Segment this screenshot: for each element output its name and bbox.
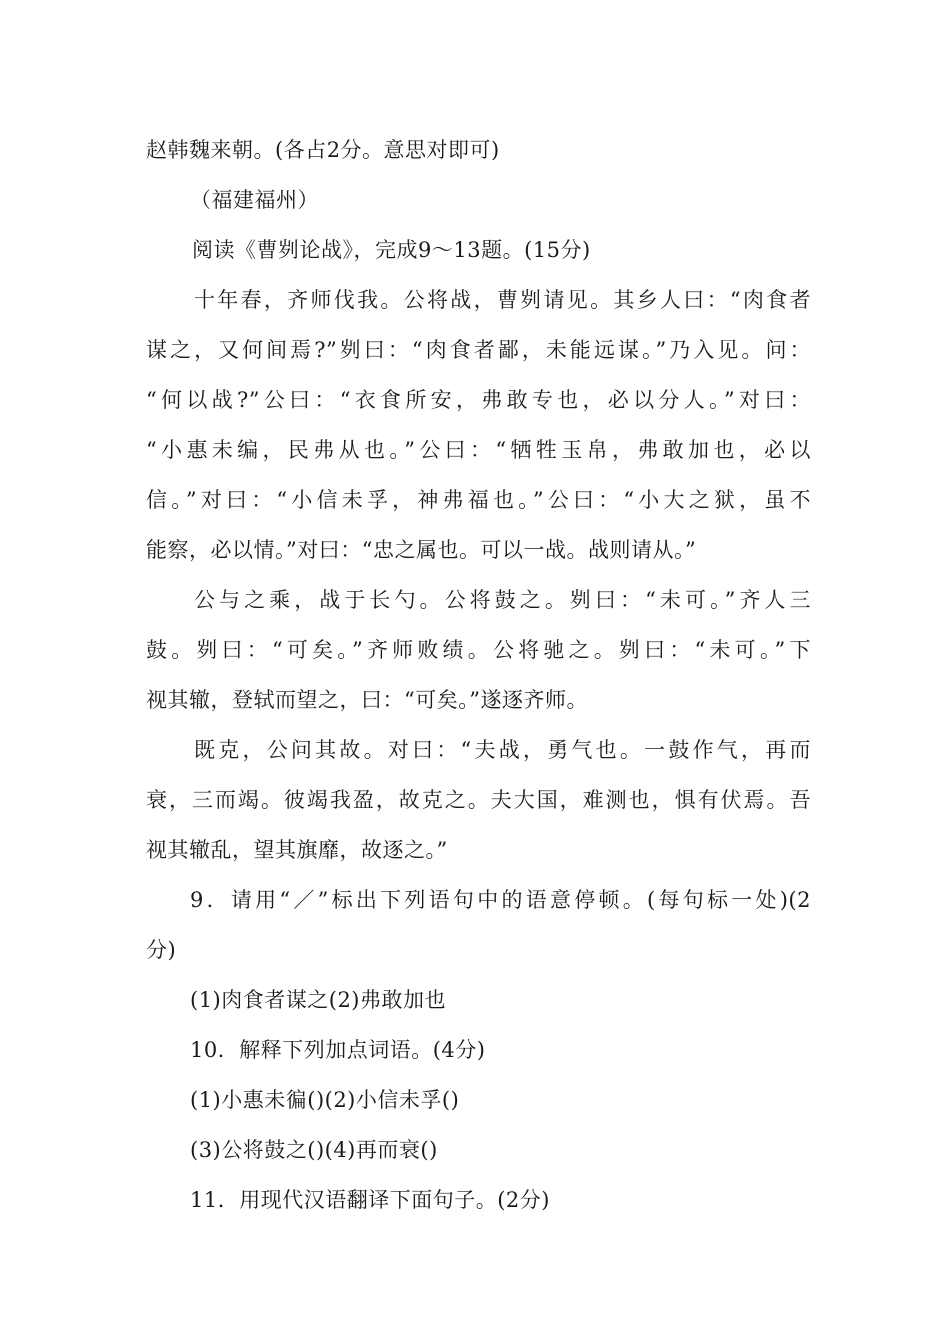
text-line-passage-1: 十年春，齐师伐我。公将战，曹刿请见。其乡人曰：“肉食者 [194,288,811,312]
text-line-question-9: 9．请用“／”标出下列语句中的语意停顿。(每句标一处)(2 [190,888,811,912]
text-line-passage-3: “何以战?”公曰：“衣食所安，弗敢专也，必以分人。”对曰： [146,388,811,412]
text-line-passage-4: “小惠未编，民弗从也。”公曰：“牺牲玉帛，弗敢加也，必以 [146,438,811,462]
text-line-source-label: （福建福州） [190,188,319,212]
text-line-passage-2: 谋之，又何间焉?”刿曰：“肉食者鄙，未能远谋。”乃入见。问： [146,338,811,362]
text-line-passage-12: 视其辙乱，望其旗靡，故逐之。” [146,838,448,862]
text-line-question-9-cont: 分) [146,938,177,962]
text-line-passage-5: 信。”对曰：“小信未孚，神弗福也。”公曰：“小大之狱，虽不 [146,488,811,512]
text-line-question-10: 10．解释下列加点词语。(4分) [190,1038,486,1062]
text-line-reading-instruction: 阅读《曹刿论战》，完成9～13题。(15分) [192,238,591,262]
text-line-passage-11: 衰，三而竭。彼竭我盈，故克之。夫大国，难测也，惧有伏焉。吾 [146,788,811,812]
text-line-passage-9: 视其辙，登轼而望之，曰：“可矣。”遂逐齐师。 [146,688,588,712]
text-line-passage-10: 既克，公问其故。对曰：“夫战，勇气也。一鼓作气，再而 [194,738,811,762]
text-line-answer-note: 赵韩魏来朝。(各占2分。意思对即可) [146,138,500,162]
text-line-question-10-items-a: (1)小惠未徧()(2)小信未孚() [190,1088,460,1112]
text-line-passage-7: 公与之乘，战于长勺。公将鼓之。刿曰：“未可。”齐人三 [194,588,811,612]
text-line-passage-8: 鼓。刿曰：“可矣。”齐师败绩。公将驰之。刿曰：“未可。”下 [146,638,811,662]
text-line-question-9-items: (1)肉食者谋之(2)弗敢加也 [190,988,446,1012]
text-line-question-10-items-b: (3)公将鼓之()(4)再而衰() [190,1138,438,1162]
text-line-passage-6: 能察，必以情。”对曰：“忠之属也。可以一战。战则请从。” [146,538,697,562]
text-line-question-11: 11．用现代汉语翻译下面句子。(2分) [190,1188,550,1212]
